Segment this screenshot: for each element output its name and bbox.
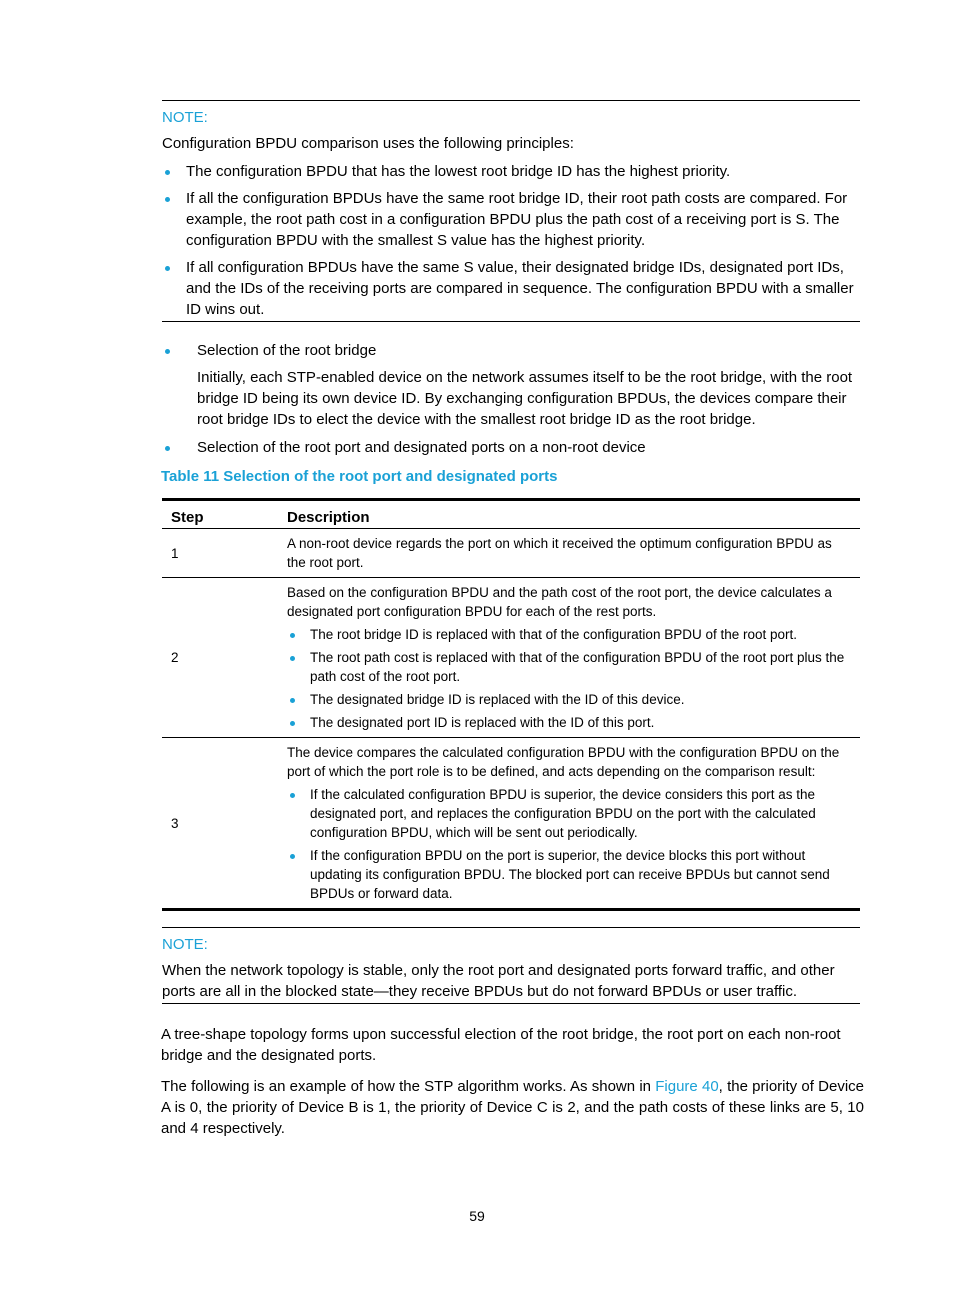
description-list — [287, 625, 851, 732]
bullet-heading: Selection of the root bridge — [197, 342, 377, 359]
list-item: If all the configuration BPDUs have the same root bridge ID, their root path costs are compared. For example, the root path cost in a configuration BPDU plus the path cost of a receiving port is S. The configuration BPDU with the smallest S value has the highest priority. — [162, 188, 860, 251]
note-intro: Configuration BPDU comparison uses the following principles: — [162, 135, 574, 152]
step-cell: 2 — [162, 578, 278, 738]
root-bridge-bullet — [162, 340, 864, 361]
description-cell — [278, 578, 860, 738]
note-principles-list — [162, 161, 860, 320]
note-label: NOTE: — [162, 109, 208, 126]
description-list — [287, 785, 851, 903]
root-bridge-description: Initially, each STP-enabled device on the network assumes itself to be the root bridge, with the root bridge ID being its own device ID. By exchanging configuration BPDUs, the devices compare their root bridge IDs to elect the device with the smallest root bridge ID as the root bridge. — [197, 369, 853, 428]
bullet-heading: Selection of the root port and designated ports on a non-root device — [197, 439, 646, 456]
selection-table-wrapper — [162, 498, 860, 911]
list-item: The configuration BPDU that has the lowest root bridge ID has the highest priority. — [162, 161, 860, 182]
stp-example-paragraph — [161, 1076, 864, 1139]
list-item: If all configuration BPDUs have the same S value, their designated bridge IDs, designated port IDs, and the IDs of the receiving ports are compared in sequence. The configuration BPDU with a smaller ID wins out. — [162, 257, 860, 320]
list-item — [162, 437, 864, 458]
list-item: The root bridge ID is replaced with that of the configuration BPDU of the root port. — [287, 625, 851, 644]
selection-table — [162, 501, 860, 908]
table-row — [162, 578, 860, 738]
note-box-principles — [162, 100, 860, 322]
column-header-description: Description — [278, 501, 860, 529]
column-header-step: Step — [162, 501, 278, 529]
description-text: A non-root device regards the port on which it received the optimum configuration BPDU as the root port. — [287, 536, 832, 570]
note-box-topology — [162, 927, 860, 1004]
figure-40-link[interactable]: Figure 40 — [655, 1078, 719, 1095]
table-row — [162, 738, 860, 909]
step-cell: 3 — [171, 815, 179, 831]
step-cell: 1 — [162, 529, 278, 578]
table-header-row — [162, 501, 860, 529]
list-item: The root path cost is replaced with that of the configuration BPDU of the root port plus the path cost of the root port. — [287, 648, 851, 686]
page-number: 59 — [469, 1208, 485, 1224]
tree-topology-paragraph: A tree-shape topology forms upon successful election of the root bridge, the root port on each non-root bridge and the designated ports. — [161, 1026, 841, 1064]
table-row — [162, 529, 860, 578]
list-item: The designated bridge ID is replaced with the ID of this device. — [287, 690, 851, 709]
note-text: When the network topology is stable, only the root port and designated ports forward traffic, and other ports are all in the blocked state—they receive BPDUs but do not forward BPDUs or user traffic. — [162, 962, 835, 1000]
description-text: Based on the configuration BPDU and the path cost of the root port, the device calculates a designated port configuration BPDU for each of the rest ports. — [287, 585, 832, 619]
root-port-bullet — [162, 437, 864, 458]
list-item — [162, 340, 864, 361]
list-item: The designated port ID is replaced with the ID of this port. — [287, 713, 851, 732]
paragraph-text: , the priority of Device A is 0, the priority of Device B is 1, the priority of Device C is 2, and the path costs of these links are 5, 10 and 4 respectively. — [161, 1078, 864, 1137]
list-item: If the calculated configuration BPDU is superior, the device considers this port as the designated port, and replaces the configuration BPDU on the port with the calculated configuration BPDU, which will be sent out periodically. — [287, 785, 851, 842]
note-label: NOTE: — [162, 936, 208, 953]
description-text: The device compares the calculated configuration BPDU with the configuration BPDU on the port of which the port role is to be defined, and acts depending on the comparison result: — [287, 745, 840, 779]
description-cell — [278, 529, 860, 578]
description-cell — [278, 738, 860, 909]
paragraph-text: The following is an example of how the STP algorithm works. As shown in — [161, 1078, 656, 1095]
table-caption: Table 11 Selection of the root port and designated ports — [161, 468, 558, 485]
list-item: If the configuration BPDU on the port is superior, the device blocks this port without updating its configuration BPDU. The blocked port can receive BPDUs but cannot send BPDUs or forward data. — [287, 846, 851, 903]
